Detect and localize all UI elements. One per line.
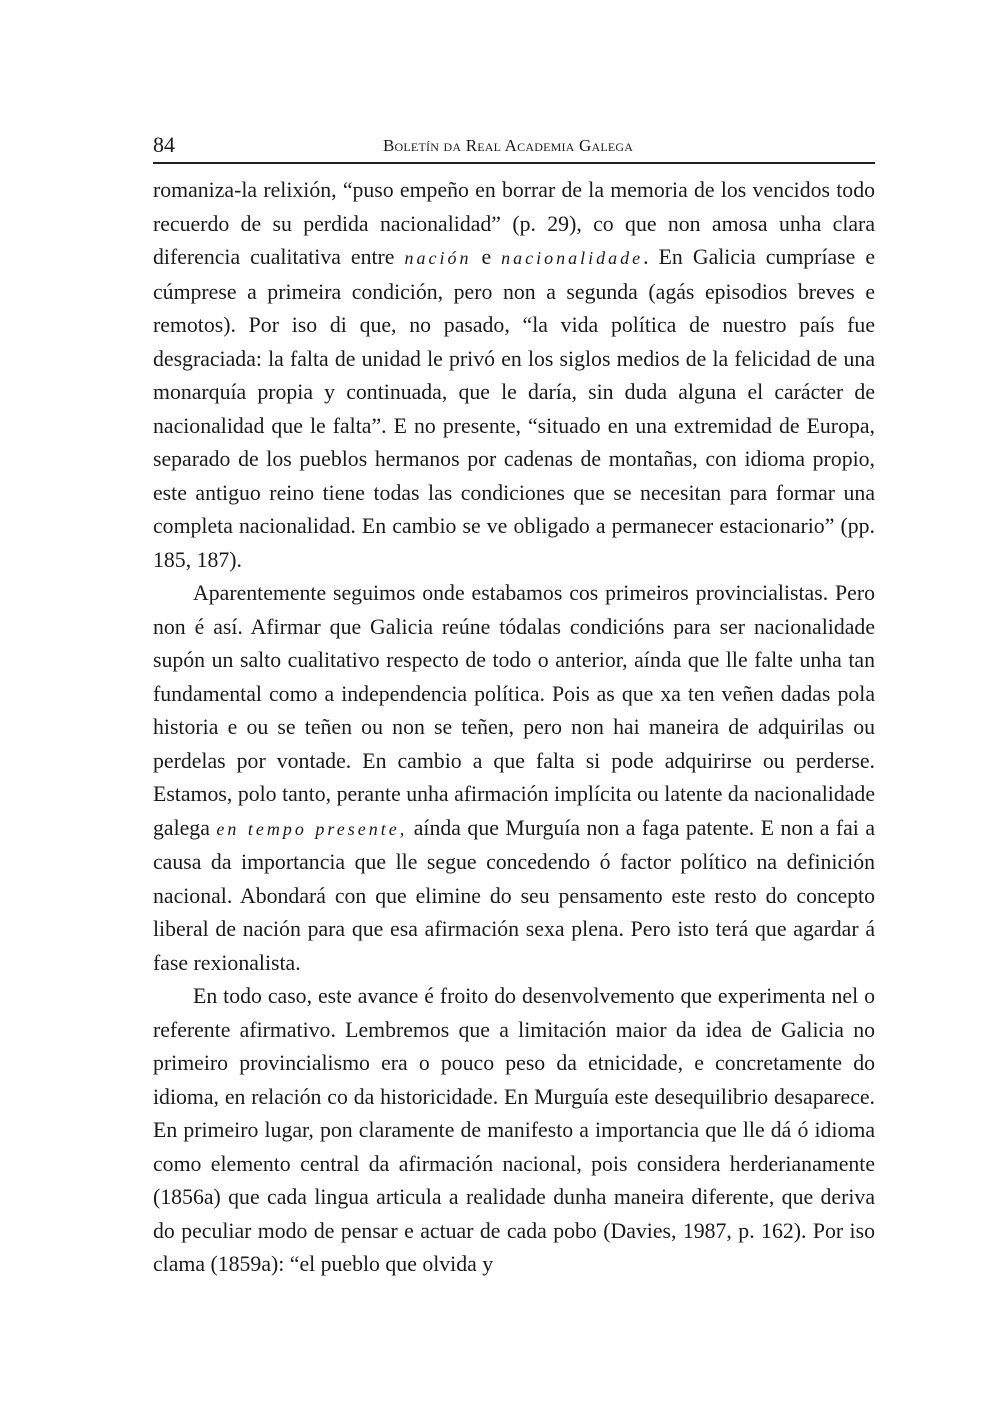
running-head [153, 132, 875, 162]
paragraph-2-text-b: aínda que Murguía non a faga patente. E non a fai a causa da importancia que lle segue concedendo ó factor político na definición nacional. Abondará con que elimine do seu pensamento este resto do concepto liberal de nación para que esa afirmación sexa plena. Pero isto terá que agardar á fase rexionalista. [153, 815, 876, 975]
header-rule [153, 162, 875, 164]
paragraph-1 [153, 174, 875, 577]
paragraph-1-text-b: . En Galicia cumpríase e cúmprese a primeira condición, pero non a segunda (agás episodios breves e remotos). Por iso di que, no pasado, “la vida política de nuestro país fue desgraciada: la falta de unidad le privó en los siglos medios de la felicidad de una monarquía propia y continuada, que le daría, sin duda alguna el carácter de nacionalidad que le falta”. E no presente, “situado en una extremidad de Europa, separado de los pueblos hermanos por cadenas de montañas, con idioma propio, este antiguo reino tiene todas las condiciones que se necesitan para formar una completa nacionalidad. En cambio se ve obligado a permanecer estacionario” (pp. 185, 187). [153, 245, 876, 572]
journal-title: Boletín da Real Academia Galega [383, 136, 634, 155]
paragraph-3: En todo caso, este avance é froito do desenvolvemento que experimenta nel o referente afirmativo. Lembremos que a limitación maior da idea de Galicia no primeiro provincialismo era o pouco peso da etnicidade, e concretamente do idioma, en relación co da historicidade. En Murguía este desequilibrio desaparece. En primeiro lugar, pon claramente de manifesto a importancia que lle dá ó idioma como elemento central da afirmación nacional, pois considera herderianamente (1856a) que cada lingua articula a realidade dunha maneira diferente, que deriva do peculiar modo de pensar e actuar de cada pobo (Davies, 1987, p. 162). Por iso clama (1859a): “el pueblo que olvida y [153, 984, 875, 1276]
paragraph-2-text-a: Aparentemente seguimos onde estabamos cos primeiros provincialistas. Pero non é así. Afirmar que Galicia reúne tódalas condicións para ser nacionalidade supón un salto cualitativo respecto de todo o anterior, aínda que lle falte unha tan fundamental como a independencia política. Pois as que xa ten veñen dadas pola historia e ou se teñen ou non se teñen, pero non hai maneira de adquirilas ou perdelas por vontade. En cambio a que falta si pode adquirirse ou perderse. Estamos, polo tanto, perante unha afirmación implícita ou latente da nacionalidade galega [153, 581, 875, 840]
paragraph-2 [153, 577, 875, 980]
term-nacion: nación [404, 248, 472, 268]
term-nacionalidade: nacionalidade [501, 248, 644, 268]
page-number: 84 [153, 132, 175, 157]
term-en-tempo-presente: en tempo presente, [216, 818, 408, 839]
body-text [153, 174, 875, 1282]
paragraph-1-conj: e [471, 245, 502, 269]
paragraph-1-text-a: romaniza-la relixión, “puso empeño en borrar de la memoria de los vencidos todo recuerdo de su perdida nacionalidad” (p. 29), co que non amosa unha clara diferencia cualitativa entre [153, 178, 875, 269]
